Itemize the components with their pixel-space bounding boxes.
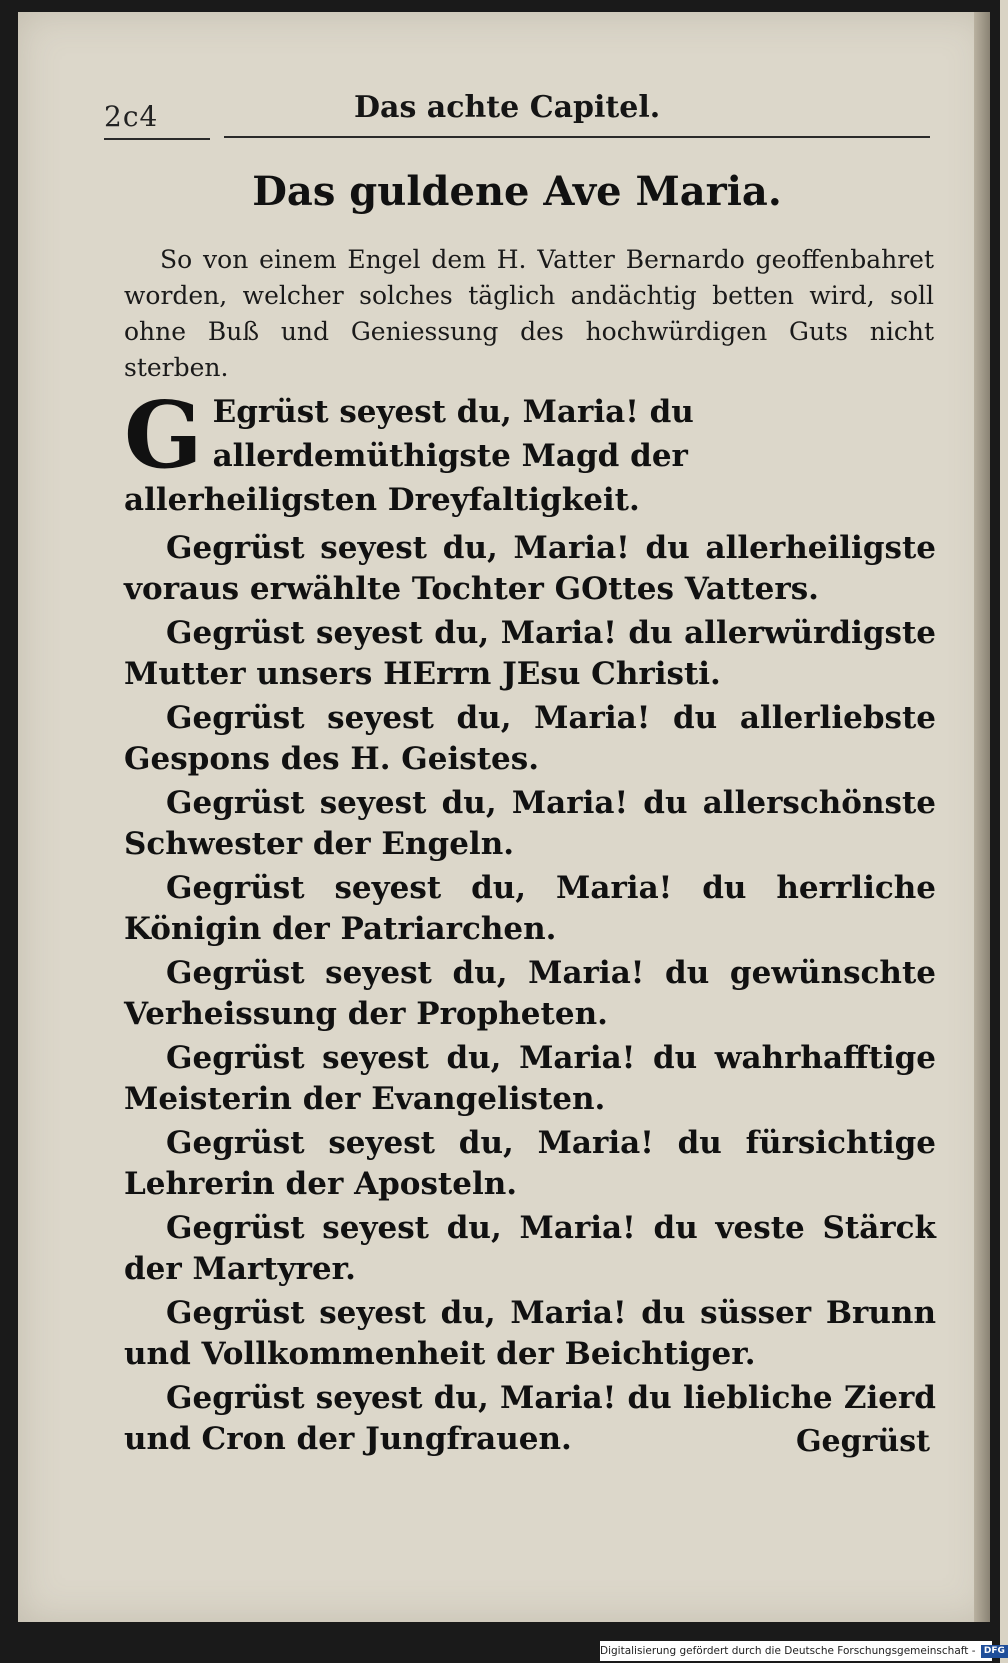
header-rule-left (104, 138, 210, 140)
prayer-line: Gegrüst seyest du, Maria! du wahrhafftige Meisterin der Evangelisten. (124, 1040, 936, 1117)
catchword: Gegrüst (795, 1424, 930, 1459)
prayer-line: Gegrüst seyest du, Maria! du süsser Brunn und Vollkommenheit der Beichtiger. (124, 1295, 936, 1372)
prayer-line: Gegrüst seyest du, Maria! du veste Stärck der Martyrer. (124, 1210, 936, 1287)
prayer-body (124, 381, 936, 1463)
prayer-line: Gegrüst seyest du, Maria! du gewünschte Verheissung der Propheten. (124, 955, 936, 1032)
drop-cap: G (124, 381, 203, 489)
dfg-logo: DFG (981, 1645, 1008, 1658)
page-number: 2c4 (104, 100, 159, 133)
header-rule-right (224, 136, 930, 138)
prayer-line: Gegrüst seyest du, Maria! du herrliche Königin der Patriarchen. (124, 870, 936, 947)
footer-text: Digitalisierung gefördert durch die Deutsche Forschungsgemeinschaft - (600, 1645, 976, 1657)
prayer-line: Gegrüst seyest du, Maria! du fürsichtige Lehrerin der Aposteln. (124, 1125, 936, 1202)
section-title: Das guldene Ave Maria. (252, 168, 782, 215)
prayer-line: Gegrüst seyest du, Maria! du allerwürdigste Mutter unsers HErrn JEsu Christi. (124, 615, 936, 692)
running-head: Das achte Capitel. (354, 90, 661, 125)
first-paragraph-text: Egrüst seyest du, Maria! du allerdemüthigste Magd der allerheiligsten Dreyfaltigkeit. (124, 394, 694, 518)
prayer-line: Gegrüst seyest du, Maria! du allerschönste Schwester der Engeln. (124, 785, 936, 862)
page-edge (974, 12, 990, 1622)
page-header (104, 86, 930, 133)
prayer-line: Gegrüst seyest du, Maria! du allerliebste Gespons des H. Geistes. (124, 700, 936, 777)
prayer-line: Gegrüst seyest du, Maria! du allerheiligste voraus erwählte Tochter GOttes Vatters. (124, 530, 936, 607)
digitization-footer (600, 1641, 1005, 1661)
intro-paragraph: So von einem Engel dem H. Vatter Bernardo geoffenbahret worden, welcher solches täglich andächtig betten wird, soll ohne Buß und Geniessung des hochwürdigen Guts nicht sterben. (124, 245, 934, 382)
prayer-line: Gegrüst seyest du, Maria! du liebliche Zierd und Cron der Jungfrauen. (124, 1380, 936, 1457)
first-paragraph (124, 381, 936, 522)
